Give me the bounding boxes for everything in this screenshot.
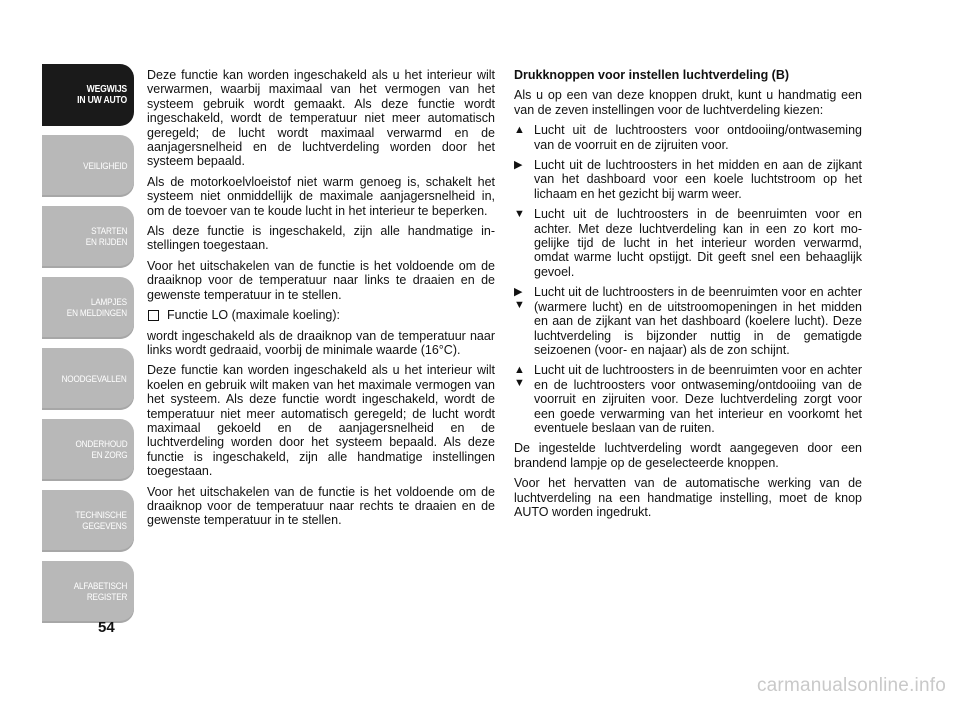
air-distribution-item xyxy=(514,363,862,435)
tab-label: VEILIGHEID xyxy=(82,160,127,172)
tab-veiligheid[interactable] xyxy=(42,135,134,197)
page-number: 54 xyxy=(98,619,115,636)
tab-label: NOODGEVALLEN xyxy=(62,373,127,385)
tab-label: WEGWIJS IN UW AUTO xyxy=(77,84,127,106)
paragraph: Voor het hervatten van de automatische werking van de luchtverdeling na een handmatige instelling, moet de knop AUTO worden ingedrukt. xyxy=(514,476,862,519)
air-distribution-item xyxy=(514,207,862,279)
paragraph: Als de motorkoelvloeistof niet warm genoeg is, schakelt het systeem niet onmiddellijk de maximale aanjagersnelheid in, om de toevoer van te koude lucht in het interieur te beperken. xyxy=(147,174,495,218)
paragraph: Deze functie kan worden ingeschakeld als u het interieur wilt verwarmen, waarbij maximaal van het vermogen van het systeem gebruik wordt gemaakt. Als deze functie wordt ingeschakeld, wordt de temperatuur niet meer automatisch geregeld; de lucht wordt maximaal verwarmd en de aanjagersnelheid en de luchtverdeling worden door het systeem bepaald. xyxy=(147,68,495,169)
arrow-right-down-icon: ▶ ▼ xyxy=(514,286,525,312)
air-distribution-item xyxy=(514,123,862,152)
tab-label: ALFABETISCH REGISTER xyxy=(73,581,127,603)
tab-onderhoud-en-zorg[interactable] xyxy=(42,419,134,481)
tab-technische-gegevens[interactable] xyxy=(42,490,134,552)
bullet-text: Lucht uit de luchtroosters in het midden en aan de zijkant van het dashboard voor een koele luchtstroom op het lichaam en het gezicht bij warm weer. xyxy=(534,158,862,201)
tab-label: LAMPJES EN MELDINGEN xyxy=(66,297,127,319)
air-distribution-item xyxy=(514,158,862,201)
watermark: carmanualsonline.info xyxy=(756,675,946,696)
tab-wegwijs[interactable] xyxy=(42,64,134,126)
tab-label: STARTEN EN RIJDEN xyxy=(85,226,127,248)
tab-noodgevallen[interactable] xyxy=(42,348,134,410)
tab-starten-en-rijden[interactable] xyxy=(42,206,134,268)
tab-lampjes-en-meldingen[interactable] xyxy=(42,277,134,339)
checkbox-list-item xyxy=(147,308,495,322)
left-text-column xyxy=(147,68,495,534)
paragraph: Voor het uitschakelen van de functie is het voldoende om de draaiknop voor de temperatuur naar links te draaien en de gewenste temperatuur in te stellen. xyxy=(147,258,495,302)
arrow-up-icon: ▲ xyxy=(514,124,525,137)
tab-label: TECHNISCHE GEGEVENS xyxy=(75,510,127,532)
air-distribution-item xyxy=(514,285,862,357)
paragraph: Als deze functie is ingeschakeld, zijn alle handmatige instellingen toegestaan. xyxy=(147,224,495,253)
arrow-up-down-icon: ▲ ▼ xyxy=(514,364,525,390)
arrow-right-icon: ▶ xyxy=(514,159,523,172)
bullet-text: Lucht uit de luchtroosters voor ontdooiing/ontwaseming van de voorruit en de zijruiten voor. xyxy=(534,123,862,152)
paragraph: De ingestelde luchtverdeling wordt aangegeven door een brandend lampje op de geselecteerde knoppen. xyxy=(514,441,862,470)
checkbox-bullet-icon xyxy=(148,310,159,321)
tab-alfabetisch-register[interactable] xyxy=(42,561,134,623)
right-text-column xyxy=(514,68,862,525)
checkbox-item-label: Functie LO (maximale koeling): xyxy=(167,308,340,323)
paragraph: wordt ingeschakeld als de draaiknop van de temperatuur naar links wordt gedraaid, voorbij de minimale waarde (16°C). xyxy=(147,328,495,357)
arrow-down-icon: ▼ xyxy=(514,208,525,221)
section-heading: Drukknoppen voor instellen luchtverdeling (B) xyxy=(514,68,790,82)
paragraph: Als u op een van deze knoppen drukt, kunt u handmatig een van de zeven instellingen voor de luchtverdeling kiezen: xyxy=(514,88,862,117)
bullet-text: Lucht uit de luchtroosters in de beenruimten voor en achter. Met deze luchtverdeling kan in een zo kort mogelijke tijd de lucht in het interieur worden verwarmd, omdat warme lucht opstijgt. Dit geeft snel een behaaglijk gevoel. xyxy=(534,207,862,279)
tab-label: ONDERHOUD EN ZORG xyxy=(74,439,127,461)
paragraph: Deze functie kan worden ingeschakeld als u het interieur wilt koelen en gebruik wilt maken van het maximale vermogen van het systeem. Als deze functie wordt ingeschakeld, wordt de temperatuur niet meer automatisch geregeld; de lucht wordt maximaal gekoeld en de aanjagersnelheid en de luchtverdeling worden door het systeem bepaald. Als deze functie is ingeschakeld, zijn alle handmatige instellingen toegestaan. xyxy=(147,363,495,479)
bullet-text: Lucht uit de luchtroosters in de beenruimten voor en achter en de luchtroosters voor ontwaseming/ontdooiing van de voorruit en zijruiten voor. Deze luchtverdeling zorgt voor een goede verwarming van het interieur en voorkomt het eventuele beslaan van de ruiten. xyxy=(534,363,862,435)
paragraph: Voor het uitschakelen van de functie is het voldoende om de draaiknop voor de temperatuur naar rechts te draaien en de gewenste temperatuur in te stellen. xyxy=(147,484,495,528)
bullet-text: Lucht uit de luchtroosters in de beenruimten voor en achter (warmere lucht) en de uitstroomopeningen in het midden en aan de zijkant van het dashboard (koelere lucht). Deze luchtverdeling is bijzonder nuttig in de gematigde seizoenen (voor- en najaar) als de zon schijnt. xyxy=(534,285,862,357)
